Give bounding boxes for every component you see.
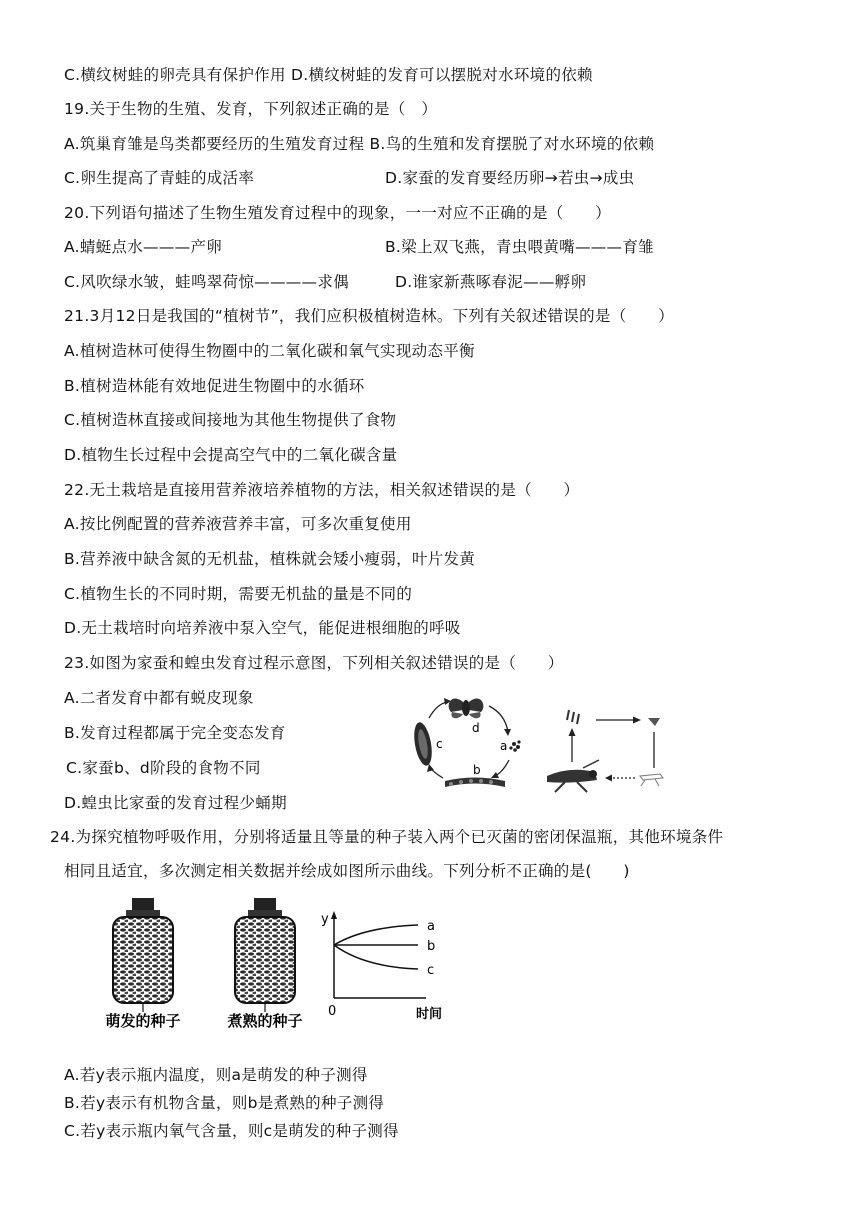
- curve-c: [334, 945, 418, 969]
- label-c: c: [436, 737, 443, 751]
- adult-locust-image: [547, 760, 599, 792]
- moth-image: [449, 699, 484, 719]
- q22-stem: 22.无土栽培是直接用营养液培养植物的方法，相关叙述错误的是（ ）: [64, 481, 580, 499]
- q23-option-d: D.蝗虫比家蚕的发育过程少蛹期: [64, 794, 287, 812]
- arrow-d-to-a: [489, 706, 508, 732]
- locust-cycle: [547, 710, 663, 792]
- bottle-boiled-seeds: [227, 898, 302, 1030]
- label-d: d: [472, 721, 480, 735]
- y-axis-label: y: [321, 912, 329, 927]
- q18-option-cd: C.横纹树蛙的卵壳具有保护作用 D.横纹树蛙的发育可以摆脱对水环境的依赖: [64, 66, 593, 84]
- q19-option-ab: A.筑巢育雏是鸟类都要经历的生殖发育过程 B.鸟的生殖和发育摆脱了对水环境的依赖: [64, 135, 655, 153]
- q24-stem-line2: 相同且适宜，多次测定相关数据并绘成如图所示曲线。下列分析不正确的是( ): [64, 862, 630, 880]
- curve-label-c: c: [427, 963, 435, 978]
- q20-stem: 20.下列语句描述了生物生殖发育过程中的现象，一一对应不正确的是（ ）: [64, 204, 611, 222]
- q23-option-b: B.发育过程都属于完全变态发育: [64, 724, 286, 742]
- q21-option-c: C.植树造林直接或间接地为其他生物提供了食物: [64, 411, 397, 429]
- q19-option-c: C.卵生提高了青蛙的成活率: [64, 169, 255, 187]
- eggs-image: [509, 740, 520, 751]
- q21-stem: 21.3月12日是我国的“植树节”，我们应积极植树造林。下列有关叙述错误的是（ ）: [64, 307, 674, 325]
- label-b: b: [473, 763, 481, 777]
- bottle2-caption: 煮熟的种子: [227, 1012, 303, 1030]
- silkworm-cycle: [411, 698, 520, 787]
- q20-option-d: D.谁家新燕啄春泥——孵卵: [395, 273, 587, 291]
- x-axis-label: 时间: [416, 1007, 443, 1022]
- q24-option-b: B.若y表示有机物含量，则b是煮熟的种子测得: [64, 1094, 385, 1112]
- q20-option-c: C.风吹绿水皱，蛙鸣翠荷惊————求偶: [64, 273, 349, 291]
- curve-label-a: a: [427, 919, 435, 934]
- curve-a: [334, 925, 418, 945]
- q23-stem: 23.如图为家蚕和蝗虫发育过程示意图，下列相关叙述错误的是（ ）: [64, 654, 564, 672]
- curve-label-b: b: [427, 939, 436, 954]
- q22-option-c: C.植物生长的不同时期，需要无机盐的量是不同的: [64, 585, 413, 603]
- q24-stem-line1: 24.为探究植物呼吸作用，分别将适量且等量的种子装入两个已灭菌的密闭保温瓶，其他环境条件: [50, 828, 724, 846]
- q20-option-b: B.梁上双飞燕，青虫喂黄嘴———育雏: [385, 238, 654, 256]
- q19-option-d: D.家蚕的发育要经历卵→若虫→成虫: [385, 169, 635, 187]
- q21-option-d: D.植物生长过程中会提高空气中的二氧化碳含量: [64, 446, 398, 464]
- older-nymph-image: [640, 774, 663, 786]
- q23-option-a: A.二者发育中都有蜕皮现象: [64, 689, 254, 707]
- q22-option-a: A.按比例配置的营养液营养丰富，可多次重复使用: [64, 515, 412, 533]
- nymph-image: [648, 718, 660, 726]
- arrow-a-to-b: [495, 760, 509, 776]
- q19-stem: 19.关于生物的生殖、发育，下列叙述正确的是（ ）: [64, 100, 438, 118]
- q24-bottles-figure: [96, 892, 321, 1030]
- q23-life-cycle-figure: [405, 688, 675, 800]
- q22-option-b: B.营养液中缺含氮的无机盐，植株就会矮小瘦弱，叶片发黄: [64, 550, 476, 568]
- q21-option-a: A.植树造林可使得生物圈中的二氧化碳和氧气实现动态平衡: [64, 342, 475, 360]
- locust-eggs-image: [567, 710, 579, 724]
- q24-option-c: C.若y表示瓶内氧气含量，则c是萌发的种子测得: [64, 1122, 399, 1140]
- q20-option-a: A.蜻蜓点水———产卵: [64, 238, 223, 256]
- origin-label: 0: [328, 1004, 337, 1019]
- q24-option-a: A.若y表示瓶内温度，则a是萌发的种子测得: [64, 1066, 368, 1084]
- arrow-c-to-d: [429, 702, 447, 718]
- bottle1-caption: 萌发的种子: [105, 1012, 181, 1030]
- label-a: a: [500, 739, 508, 753]
- q22-option-d: D.无土栽培时向培养液中泵入空气，能促进根细胞的呼吸: [64, 619, 461, 637]
- bottle-germinating-seeds: [105, 898, 180, 1030]
- q24-curve-chart: [318, 908, 453, 1023]
- larva-image: [445, 778, 505, 788]
- q21-option-b: B.植树造林能有效地促进生物圈中的水循环: [64, 377, 365, 395]
- q23-option-c: C.家蚕b、d阶段的食物不同: [66, 759, 261, 777]
